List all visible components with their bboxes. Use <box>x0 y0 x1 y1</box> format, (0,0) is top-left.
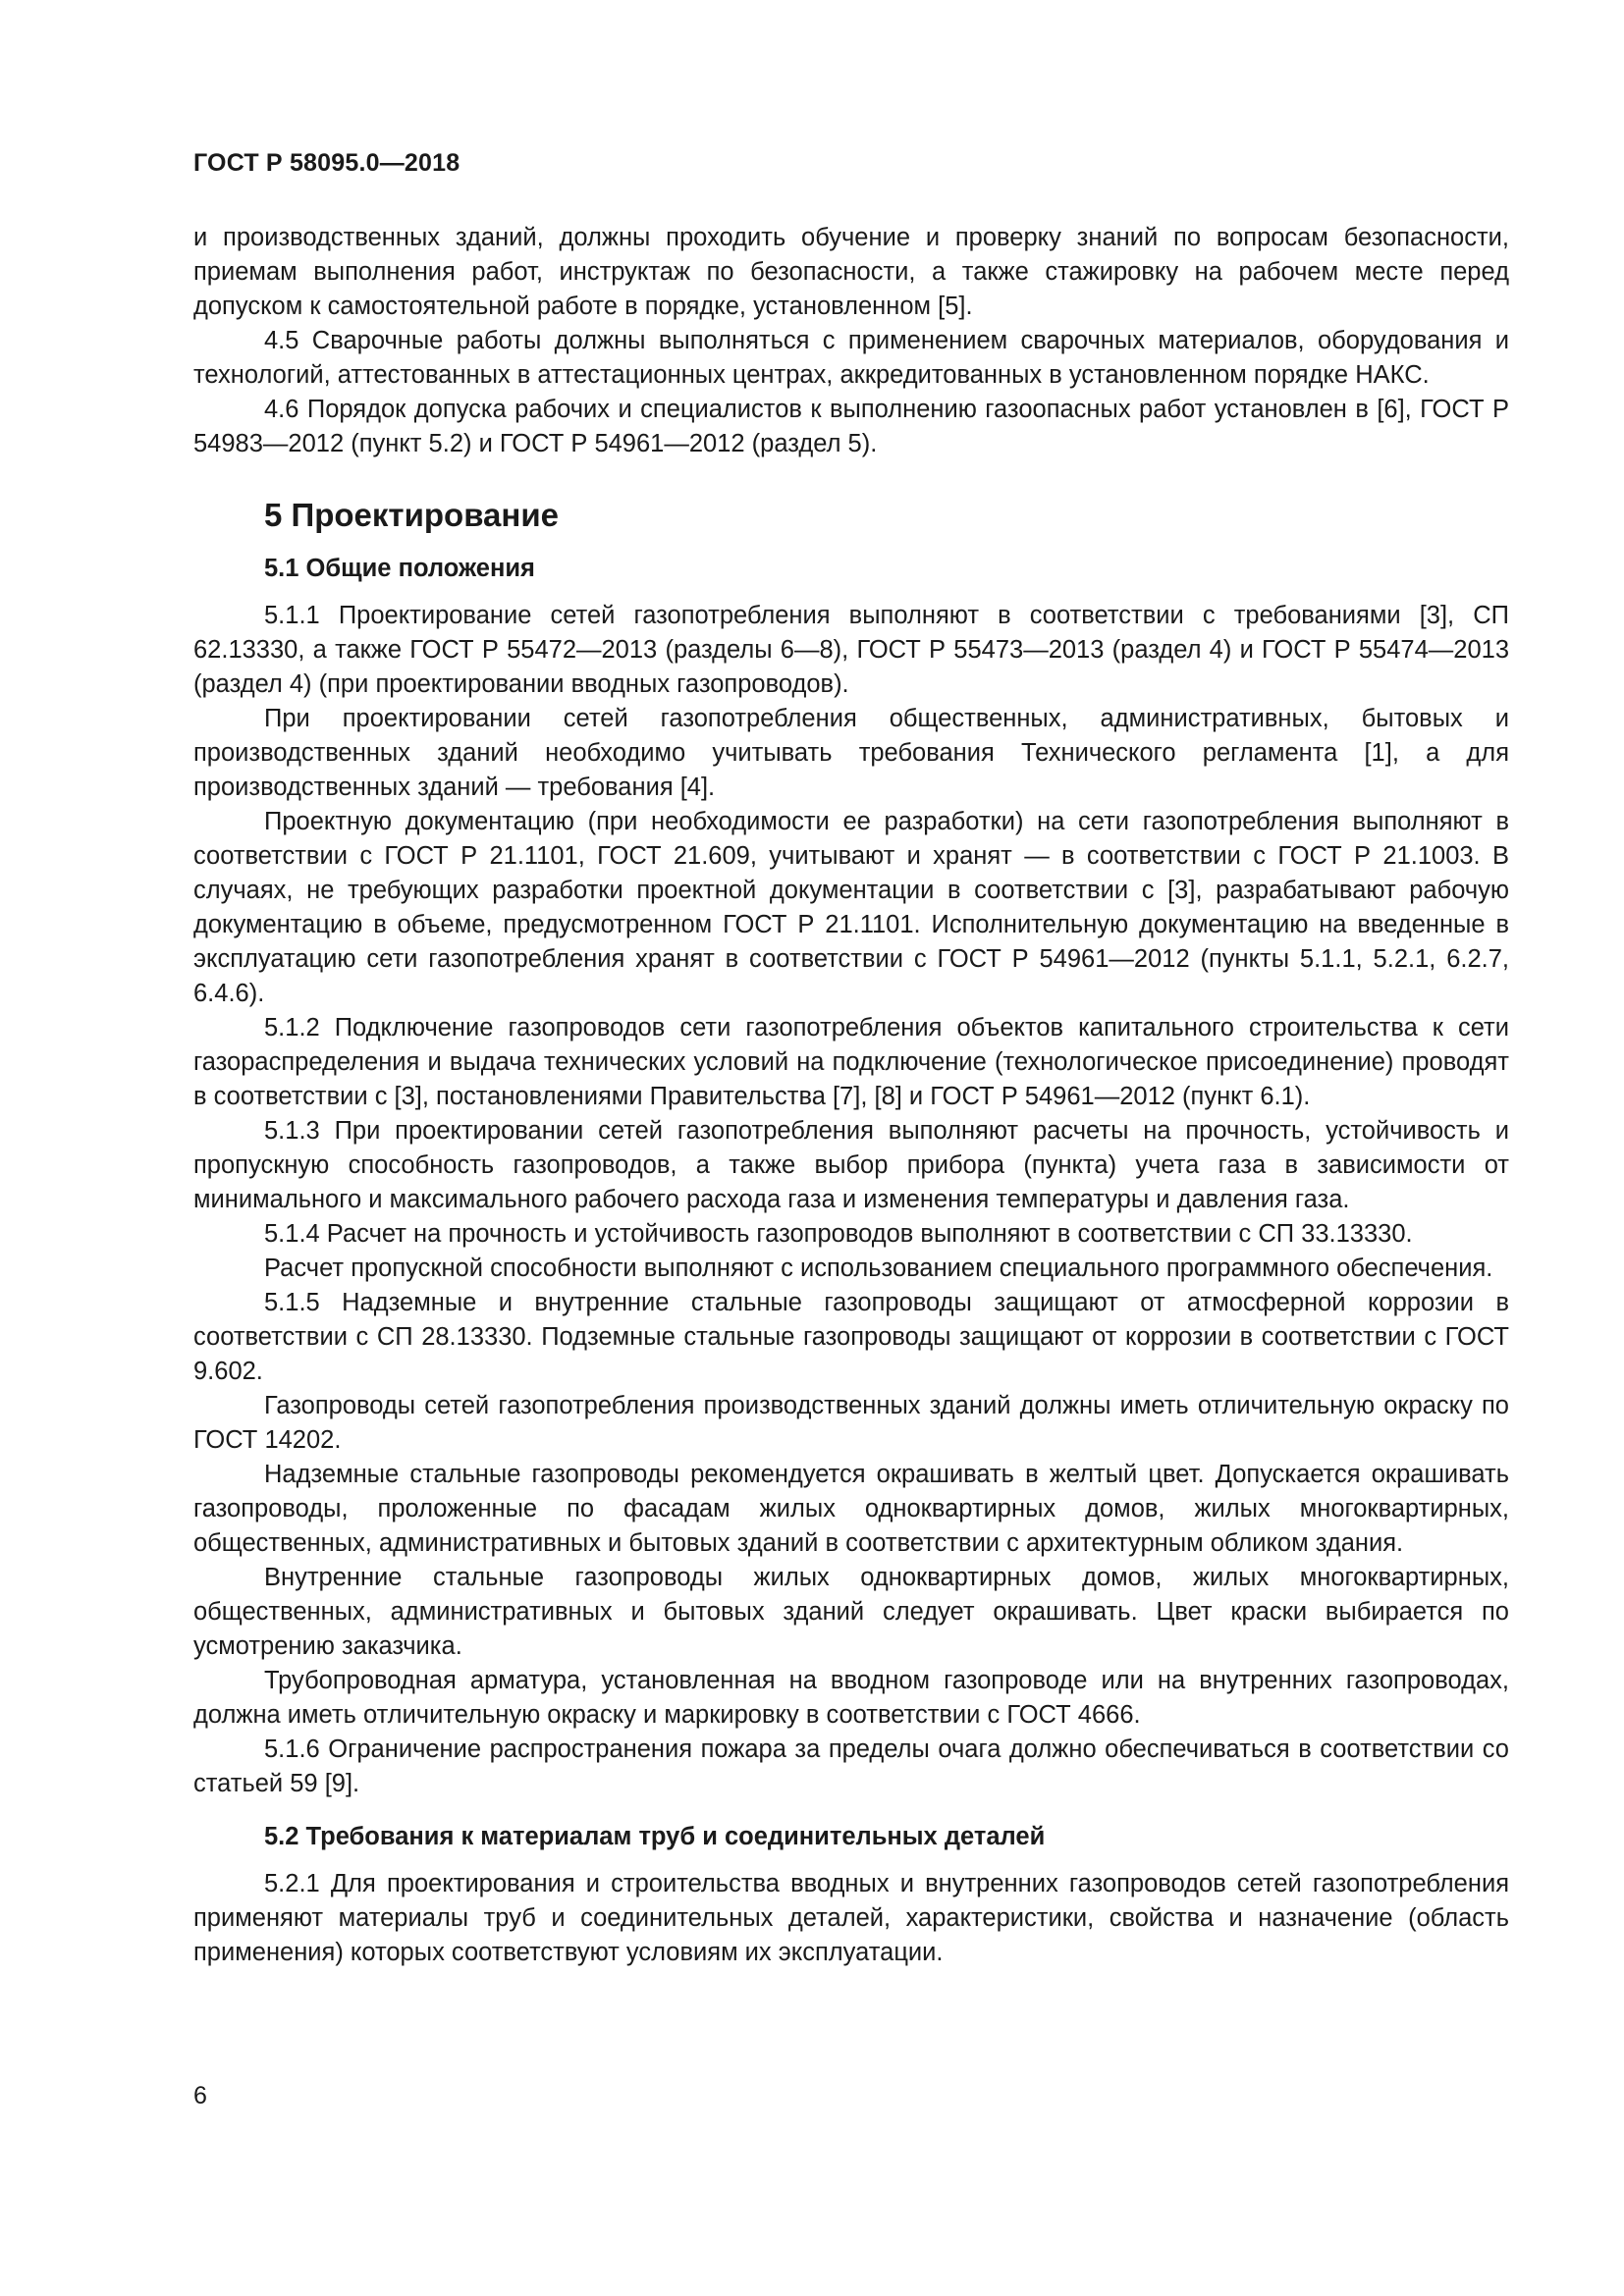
subsection-heading-5-1: 5.1 Общие положения <box>264 555 535 582</box>
paragraph-5-1-6: 5.1.6 Ограничение распространения пожара за пределы очага должно обеспечиваться в соответствии со статьей 59 [9]. <box>193 1735 1509 1797</box>
paragraph-5-1-1-b: При проектировании сетей газопотребления общественных, административных, бытовых и производственных зданий необходимо учитывать требования Технического регламента [1], а для производственных зданий — требования [4]. <box>193 705 1509 801</box>
paragraph-5-1-5-d: Внутренние стальные газопроводы жилых одноквартирных домов, жилых многоквартирных, общественных, административных и бытовых зданий следует окрашивать. Цвет краски выбирается по усмотрению заказчика. <box>193 1564 1509 1660</box>
paragraph-5-1-2: 5.1.2 Подключение газопроводов сети газопотребления объектов капитального строительства к сети газораспределения и выдача технических условий на подключение (технологическое присоединение) проводят в соответствии с [3], постановлениями Правительства [7], [8] и ГОСТ Р 54961—2012 (пункт 6.1). <box>193 1014 1509 1110</box>
paragraph-5-1-1: 5.1.1 Проектирование сетей газопотребления выполняют в соответствии с требованиями [3], СП 62.13330, а также ГОСТ Р 55472—2013 (разделы 6—8), ГОСТ Р 55473—2013 (раздел 4) и ГОСТ Р 55474—2013 (раздел 4) (при проектировании вводных газопроводов). <box>193 602 1509 698</box>
paragraph-5-1-4-b: Расчет пропускной способности выполняют с использованием специального программного обеспечения. <box>264 1255 1493 1282</box>
paragraph-5-2-1: 5.2.1 Для проектирования и строительства вводных и внутренних газопроводов сетей газопотребления применяют материалы труб и соединительных деталей, характеристики, свойства и назначение (область применения) которых соответствуют условиям их эксплуатации. <box>193 1870 1509 1966</box>
paragraph-4-5: 4.5 Сварочные работы должны выполняться с применением сварочных материалов, оборудования и технологий, аттестованных в аттестационных центрах, аккредитованных в установленном порядке НАКС. <box>193 327 1509 389</box>
paragraph-4-6: 4.6 Порядок допуска рабочих и специалистов к выполнению газоопасных работ установлен в [6], ГОСТ Р 54983—2012 (пункт 5.2) и ГОСТ Р 54961—2012 (раздел 5). <box>193 396 1509 457</box>
page-number: 6 <box>193 2082 207 2109</box>
section-heading-5: 5 Проектирование <box>264 497 559 533</box>
paragraph-5-1-5: 5.1.5 Надземные и внутренние стальные газопроводы защищают от атмосферной коррозии в соответствии с СП 28.13330. Подземные стальные газопроводы защищают от коррозии в соответствии с ГОСТ 9.602. <box>193 1289 1509 1385</box>
document-code-header: ГОСТ Р 58095.0—2018 <box>193 149 460 177</box>
paragraph-5-1-3: 5.1.3 При проектировании сетей газопотребления выполняют расчеты на прочность, устойчивость и пропускную способность газопроводов, а также выбор прибора (пункта) учета газа в зависимости от минимального и максимального рабочего расхода газа и изменения температуры и давления газа. <box>193 1117 1509 1213</box>
subsection-heading-5-2: 5.2 Требования к материалам труб и соединительных деталей <box>264 1823 1046 1850</box>
page-content <box>193 221 1509 1970</box>
paragraph-5-1-1-c: Проектную документацию (при необходимости ее разработки) на сети газопотребления выполняют в соответствии с ГОСТ Р 21.1101, ГОСТ 21.609, учитывают и хранят — в соответствии с ГОСТ Р 21.1003. В случаях, не требующих разработки проектной документации в соответствии с [3], разрабатывают рабочую документацию в объеме, предусмотренном ГОСТ Р 21.1101. Исполнительную документацию на введенные в эксплуатацию сети газопотребления хранят в соответствии с ГОСТ Р 54961—2012 (пункты 5.1.1, 5.2.1, 6.2.7, 6.4.6). <box>193 808 1509 1007</box>
paragraph-5-1-5-c: Надземные стальные газопроводы рекомендуется окрашивать в желтый цвет. Допускается окрашивать газопроводы, проложенные по фасадам жилых одноквартирных домов, жилых многоквартирных, общественных, административных и бытовых зданий в соответствии с архитектурным обликом здания. <box>193 1461 1509 1557</box>
paragraph-5-1-5-e: Трубопроводная арматура, установленная на вводном газопроводе или на внутренних газопроводах, должна иметь отличительную окраску и маркировку в соответствии с ГОСТ 4666. <box>193 1667 1509 1729</box>
paragraph-5-1-4: 5.1.4 Расчет на прочность и устойчивость газопроводов выполняют в соответствии с СП 33.13330. <box>264 1220 1413 1248</box>
paragraph-continuation: и производственных зданий, должны проходить обучение и проверку знаний по вопросам безопасности, приемам выполнения работ, инструктаж по безопасности, а также стажировку на рабочем месте перед допуском к самостоятельной работе в порядке, установленном [5]. <box>193 224 1509 320</box>
paragraph-5-1-5-b: Газопроводы сетей газопотребления производственных зданий должны иметь отличительную окраску по ГОСТ 14202. <box>193 1392 1509 1454</box>
